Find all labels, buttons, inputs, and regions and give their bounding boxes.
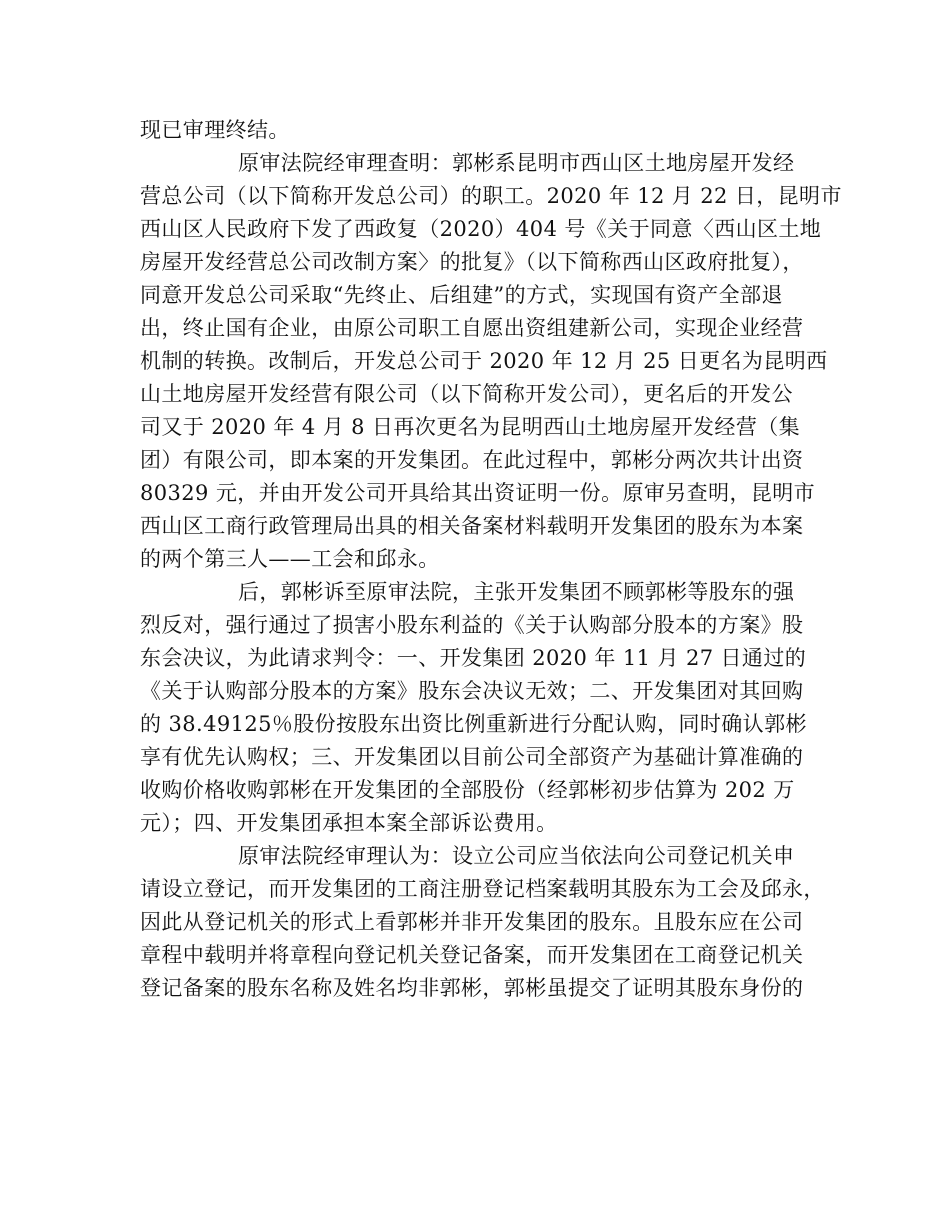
text-line: 登记备案的股东名称及姓名均非郭彬，郭彬虽提交了证明其股东身份的 <box>140 976 804 1000</box>
text-line: 房屋开发经营总公司改制方案〉的批复》（以下简称西山区政府批复）， <box>140 250 804 274</box>
text-line: 司又于 2020 年 4 月 8 日再次更名为昆明西山土地房屋开发经营（集 <box>140 415 801 439</box>
paragraph-first-line: 原审法院经审理查明：郭彬系昆明市西山区土地房屋开发经 <box>238 151 795 175</box>
text-line: 享有优先认购权；三、开发集团以目前公司全部资产为基础计算准确的 <box>140 745 804 769</box>
paragraph-first-line: 原审法院经审理认为：设立公司应当依法向公司登记机关申 <box>238 844 795 868</box>
text-line: 团）有限公司，即本案的开发集团。在此过程中，郭彬分两次共计出资 <box>140 448 804 472</box>
text-line: 请设立登记，而开发集团的工商注册登记档案载明其股东为工会及邱永， <box>140 877 825 901</box>
text-line: 西山区人民政府下发了西政复（2020）404 号《关于同意〈西山区土地 <box>140 217 822 241</box>
text-line: 章程中载明并将章程向登记机关登记备案，而开发集团在工商登记机关 <box>140 943 804 967</box>
text-line: 西山区工商行政管理局出具的相关备案材料载明开发集团的股东为本案 <box>140 514 804 538</box>
text-line: 现已审理终结。 <box>140 118 290 142</box>
text-line: 收购价格收购郭彬在开发集团的全部股份（经郭彬初步估算为 202 万 <box>140 778 795 802</box>
text-line: 烈反对，强行通过了损害小股东利益的《关于认购部分股本的方案》股 <box>140 613 804 637</box>
text-line: 《关于认购部分股本的方案》股东会决议无效；二、开发集团对其回购 <box>140 679 804 703</box>
text-line: 的 38.49125％股份按股东出资比例重新进行分配认购，同时确认郭彬 <box>140 712 807 736</box>
text-line: 东会决议，为此请求判令：一、开发集团 2020 年 11 月 27 日通过的 <box>140 646 807 670</box>
text-line: 的两个第三人——工会和邱永。 <box>140 547 440 571</box>
paragraph-first-line: 后，郭彬诉至原审法院，主张开发集团不顾郭彬等股东的强 <box>238 580 795 604</box>
text-line: 营总公司（以下简称开发总公司）的职工。2020 年 12 月 22 日，昆明市 <box>140 184 842 208</box>
text-line: 元）；四、开发集团承担本案全部诉讼费用。 <box>140 811 558 835</box>
text-line: 出，终止国有企业，由原公司职工自愿出资组建新公司，实现企业经营 <box>140 316 804 340</box>
text-line: 同意开发总公司采取“先终止、后组建”的方式，实现国有资产全部退 <box>140 283 783 307</box>
text-line: 山土地房屋开发经营有限公司（以下简称开发公司），更名后的开发公 <box>140 382 793 406</box>
text-line: 机制的转换。改制后，开发总公司于 2020 年 12 月 25 日更名为昆明西 <box>140 349 828 373</box>
text-line: 80329 元，并由开发公司开具给其出资证明一份。原审另查明，昆明市 <box>140 481 816 505</box>
text-line: 因此从登记机关的形式上看郭彬并非开发集团的股东。且股东应在公司 <box>140 910 804 934</box>
